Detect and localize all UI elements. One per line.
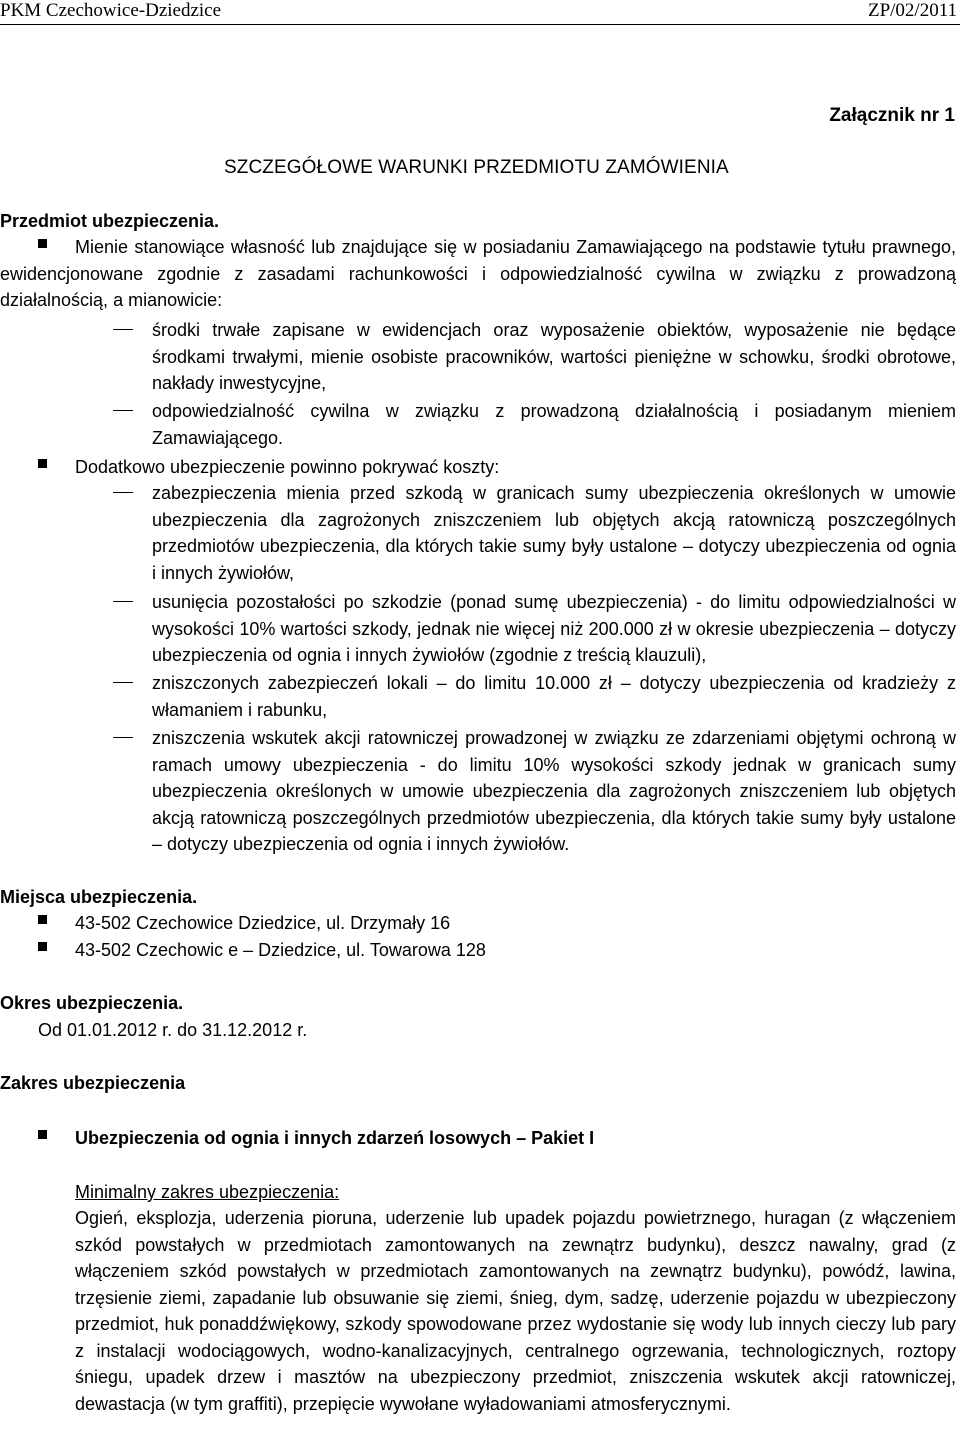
dash-icon (113, 410, 133, 411)
minimal-scope-text: Ogień, eksplozja, uderzenia pioruna, uderzenie lub upadek pojazdu powietrznego, huragan (z włączeniem szkód powstałych w przedmiotach zamontowanych na zewnątrz budynku), deszcz nawalny, grad (z włączeniem szkód powstałych w przedmiotach zamontowanych na zewnątrz budynku), powódź, lawina, trzęsienie ziemi, zapadanie lub obsuwanie się ziemi, śnieg, dym, sadzę, uderzenie pojazdu w ubezpieczony przedmiot, huk ponaddźwiękowy, szkody spowodowane przez wydostanie się wody lub innych cieczy lub pary z instalacji wodociągowych, wodno-kanalizacyjnych, centralnego ogrzewania, technologicznych, roztopy śniegu, upadek drzew i masztów na ubezpieczony przedmiot, zniszczenia wskutek akcji ratowniczej, dewastacja (w tym graffiti), przepięcie wywołane wyładowaniami atmosferycznymi. (75, 1208, 956, 1414)
subject-item-2-sub-2: usunięcia pozostałości po szkodzie (ponad sumę ubezpieczenia) - do limitu odpowiedzialności w wysokości 10% wartości szkody, jednak nie więcej niż 200.000 zł w okresie ubezpieczenia – dotyczy ubezpieczenia od ognia i innych żywiołów (zgodnie z treścią klauzuli), (152, 592, 956, 665)
period-value: Od 01.01.2012 r. do 31.12.2012 r. (38, 1020, 308, 1040)
package-title: Ubezpieczenia od ognia i innych zdarzeń losowych – Pakiet I (75, 1128, 595, 1148)
document-title: SZCZEGÓŁOWE WARUNKI PRZEDMIOTU ZAMÓWIENIA (224, 157, 729, 178)
dash-icon (113, 737, 133, 738)
subject-heading: Przedmiot ubezpieczenia. (0, 211, 220, 231)
place-item-2: 43-502 Czechowic e – Dziedzice, ul. Towarowa 128 (75, 940, 486, 960)
place-item-1: 43-502 Czechowice Dziedzice, ul. Drzymały 16 (75, 913, 451, 933)
subject-item-2-sub-3: zniszczonych zabezpieczeń lokali – do limitu 10.000 zł – dotyczy ubezpieczenia od kradzieży z włamaniem i rabunku, (152, 673, 956, 720)
dash-icon (113, 601, 133, 602)
period-heading: Okres ubezpieczenia. (0, 993, 184, 1013)
subject-item-2-sub-1: zabezpieczenia mienia przed szkodą w granicach sumy ubezpieczenia określonych w umowie ubezpieczenia dla zagrożonych zniszczeniem lub objętych akcją ratowniczą poszczególnych przedmiotów ubezpieczenia, dla których takie sumy były ustalone – dotyczy ubezpieczenia od ognia i innych żywiołów, (152, 483, 956, 583)
subject-item-2: Dodatkowo ubezpieczenie powinno pokrywać koszty: (75, 457, 500, 477)
scope-heading: Zakres ubezpieczenia (0, 1073, 186, 1093)
subject-item-2-sub-4: zniszczenia wskutek akcji ratowniczej prowadzonej w związku ze zdarzeniami objętymi ochroną w ramach umowy ubezpieczenia - do limitu 10% wysokości szkody jednak w granicach sumy ubezpieczenia określonych w umowie ubezpieczenia dla zagrożonych zniszczeniem lub objętych akcją ratowniczą poszczególnych przedmiotów ubezpieczenia, dla których takie sumy były ustalone – dotyczy ubezpieczenia od ognia i innych żywiołów. (152, 728, 956, 854)
dash-icon (113, 682, 133, 683)
dash-icon (113, 329, 133, 330)
attachment-label: Załącznik nr 1 (829, 105, 955, 126)
header-reference-number: ZP/02/2011 (867, 0, 957, 21)
subject-item-1: Mienie stanowiące własność lub znajdujące się w posiadaniu Zamawiającego na podstawie tytułu prawnego, ewidencjonowane zgodnie z zasadami rachunkowości i odpowiedzialność cywilna w związku z prowadzoną działalnością, a mianowicie: (0, 237, 956, 310)
header-rule (0, 24, 960, 25)
header-organization: PKM Czechowice-Dziedzice (0, 0, 222, 21)
places-heading: Miejsca ubezpieczenia. (0, 887, 198, 907)
subject-item-1-sub-2: odpowiedzialność cywilna w związku z prowadzoną działalnością i posiadanym mieniem Zamawiającego. (152, 401, 956, 448)
bullet-icon (38, 915, 47, 924)
subject-item-1-sub-1: środki trwałe zapisane w ewidencjach oraz wyposażenie obiektów, wyposażenie nie będące środkami trwałymi, mienie osobiste pracowników, wartości pieniężne w schowku, środki obrotowe, nakłady inwestycyjne, (152, 320, 956, 393)
page-header (0, 0, 960, 24)
dash-icon (113, 492, 133, 493)
bullet-icon (38, 459, 47, 468)
bullet-icon (38, 1130, 47, 1139)
bullet-icon (38, 942, 47, 951)
minimal-scope-label: Minimalny zakres ubezpieczenia: (75, 1182, 340, 1202)
